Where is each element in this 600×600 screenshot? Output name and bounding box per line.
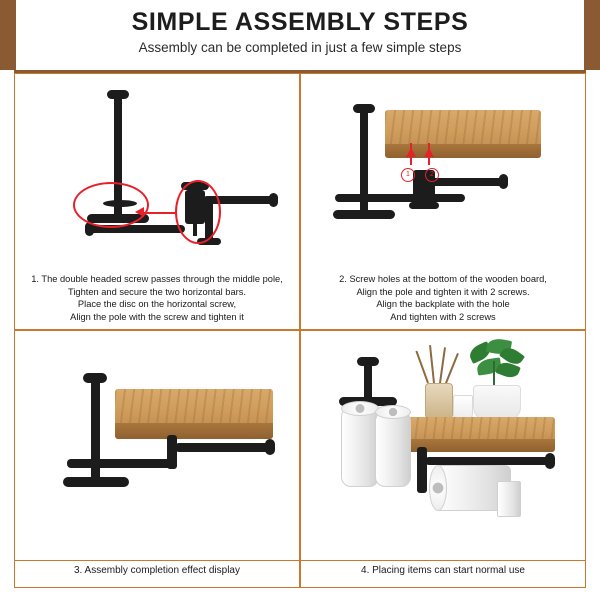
wooden-shelf-edge: [115, 423, 273, 439]
paper-towel-roll-top: [341, 401, 379, 416]
horizontal-bar-lower: [67, 459, 175, 468]
caption-line: Align the pole and tighten it with 2 screws.: [356, 286, 530, 297]
base-plate: [333, 210, 395, 219]
towel-bar: [175, 443, 271, 452]
horizontal-bar: [335, 194, 465, 202]
marker-1: 1: [401, 168, 415, 182]
diffuser-stick: [445, 353, 458, 383]
page-title: SIMPLE ASSEMBLY STEPS: [131, 8, 469, 36]
caption-divider: [301, 560, 585, 561]
hanging-paper-roll-end: [429, 465, 447, 511]
diffuser-jar: [425, 383, 453, 419]
caption-line: Align the pole with the screw and tighten it: [70, 311, 244, 322]
caption-line: And tighten with 2 screws: [390, 311, 496, 322]
panel-step-3: [14, 330, 300, 588]
towel-bar-end-cap: [265, 439, 275, 455]
hanging-paper-sheet: [497, 481, 521, 517]
screw-arrow-1: [406, 148, 416, 157]
caption-line: Tighten and secure the two horizontal bars.: [68, 286, 246, 297]
highlight-ellipse-disc: [73, 182, 149, 228]
vertical-pole: [364, 365, 372, 399]
annotation-arrow-head: [135, 207, 144, 217]
horizontal-bar-right-cap: [269, 193, 278, 207]
paper-towel-roll-top: [375, 405, 411, 419]
plant-stem: [493, 361, 495, 387]
caption-line: 1. The double headed screw passes through the middle pole,: [31, 274, 283, 285]
base-plate: [63, 477, 129, 487]
panel-step-1: [14, 73, 300, 330]
annotation-connector-line: [143, 212, 177, 214]
screw-arrow-2: [424, 148, 434, 157]
step-2-illustration: [301, 74, 585, 264]
step-1-caption: [15, 273, 299, 323]
step-3-caption: [15, 565, 299, 577]
step-3-illustration: [15, 331, 299, 531]
caption-line: Align the backplate with the hole: [376, 299, 510, 310]
towel-bar: [425, 457, 551, 465]
marker-2: 2: [425, 168, 439, 182]
bracket-vertical: [167, 435, 177, 469]
page-subtitle: Assembly can be completed in just a few simple steps: [138, 40, 462, 55]
panel-step-4: [300, 330, 586, 588]
plant-pot: [473, 385, 521, 421]
caption-line: 2. Screw holes at the bottom of the wooden board,: [339, 274, 547, 285]
backplate-arm: [431, 178, 505, 186]
highlight-ellipse-screw: [175, 180, 221, 244]
arm-end-cap: [499, 174, 508, 189]
backplate-foot: [409, 202, 439, 209]
caption-divider: [15, 560, 299, 561]
diffuser-stick: [439, 347, 445, 383]
step-1-illustration: [15, 74, 299, 264]
header: [0, 0, 600, 74]
diffuser-stick: [429, 345, 434, 383]
caption-line: 4. Placing items can start normal use: [361, 564, 525, 576]
paper-towel-roll-standing: [375, 411, 411, 487]
caption-line: 3. Assembly completion effect display: [73, 564, 240, 576]
paper-towel-roll-standing: [341, 407, 379, 487]
diffuser-stick: [415, 351, 428, 383]
caption-line: Place the disc on the horizontal screw,: [77, 299, 237, 310]
step-4-illustration: [301, 331, 585, 531]
steps-grid: [14, 73, 586, 588]
step-4-caption: [301, 565, 585, 577]
bracket-vertical: [417, 447, 427, 493]
towel-bar-end-cap: [545, 453, 555, 469]
panel-step-2: [300, 73, 586, 330]
step-2-caption: [301, 273, 585, 323]
small-cup: [453, 395, 473, 419]
